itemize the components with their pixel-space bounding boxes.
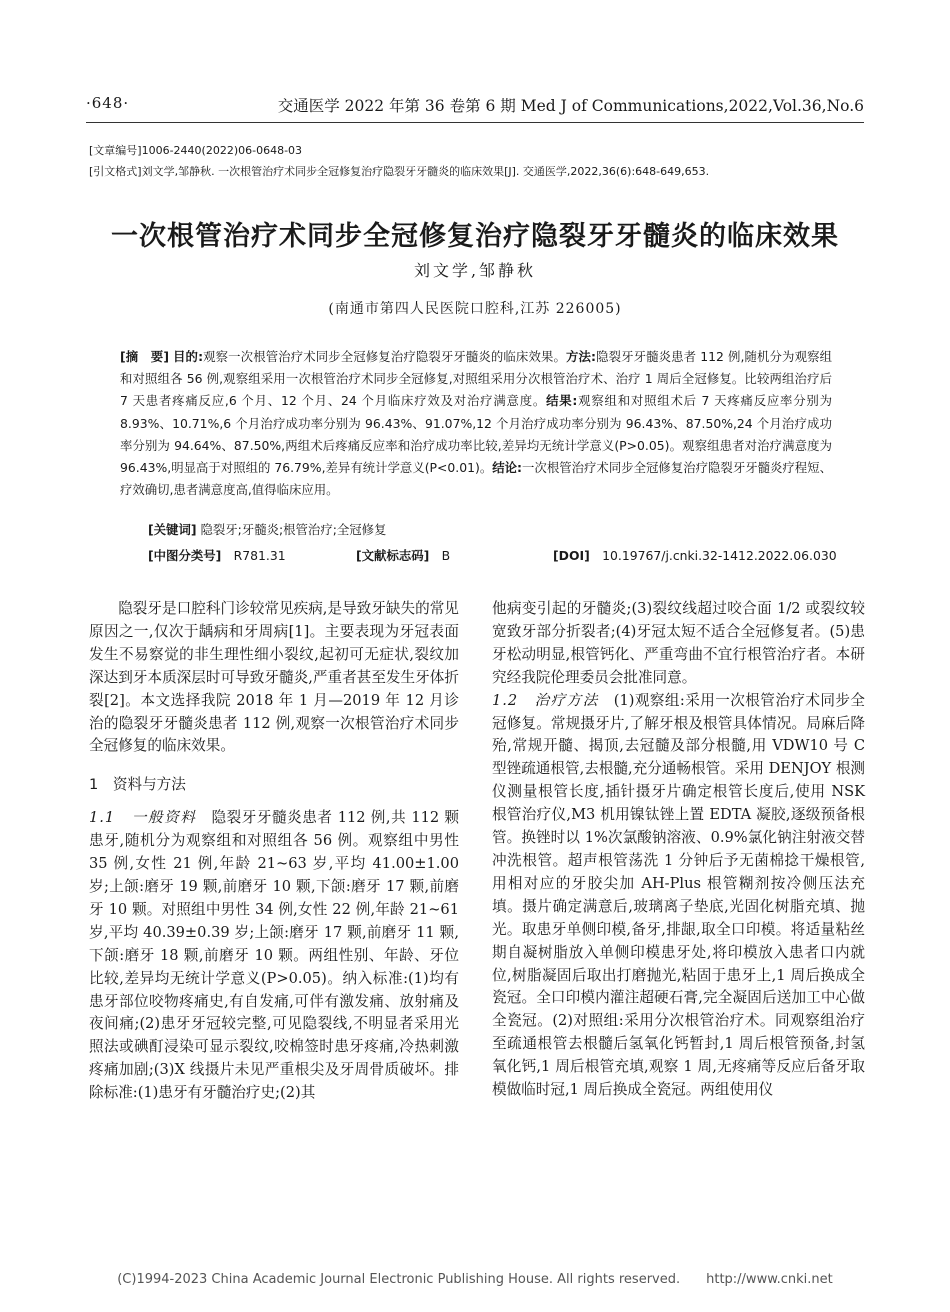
left-column bbox=[89, 598, 459, 1105]
keywords bbox=[148, 520, 386, 538]
paper-title: 一次根管治疗术同步全冠修复治疗隐裂牙牙髓炎的临床效果 bbox=[111, 221, 839, 252]
citation-format: [引文格式]刘文学,邹静秋. 一次根管治疗术同步全冠修复治疗隐裂牙牙髓炎的临床效果[J]. 交通医学,2022,36(6):648-649,653. bbox=[89, 165, 710, 178]
objective-text: 观察一次根管治疗术同步全冠修复治疗隐裂牙牙髓炎的临床效果。 bbox=[203, 349, 566, 364]
methods-label: 方法: bbox=[565, 349, 596, 364]
journal-header: 交通医学 2022 年第 36 卷第 6 期 Med J of Communications,2022,Vol.36,No.6 bbox=[277, 97, 864, 115]
clc-block bbox=[148, 546, 286, 564]
affiliation: (南通市第四人民医院口腔科,江苏 226005) bbox=[328, 301, 622, 317]
exclusion-continued: 他病变引起的牙髓炎;(3)裂纹线超过咬合面 1/2 或裂纹较宽致牙部分折裂者;(4)牙冠太短不适合全冠修复者。(5)患牙松动明显,根管钙化、严重弯曲不宜行根管治疗者。本研究经我院伦理委员会批准同意。 bbox=[492, 600, 865, 686]
header-rule bbox=[86, 122, 864, 123]
section-1-1-text: 隐裂牙牙髓炎患者 112 例,共 112 颗患牙,随机分为观察组和对照组各 56 例。观察组中男性 35 例,女性 21 例,年龄 21~63 岁,平均 41.00±1.00 岁;上颌:磨牙 19 颗,前磨牙 10 颗,下颌:磨牙 17 颗,前磨牙 10 颗。对照组中男性 34 例,女性 22 例,年龄 21~61 岁,平均 40.39±0.39 岁;上颌:磨牙 17 颗,前磨牙 11 颗,下颌:磨牙 18 颗,前磨牙 10 颗。两组性别、年龄、牙位比较,差异均无统计学意义(P>0.05)。纳入标准:(1)均有患牙部位咬物疼痛史,有自发痛,可伴有激发痛、放射痛及夜间痛;(2)患牙牙冠较完整,可见隐裂线,不明显者采用光照法或碘酊浸染可显示裂纹,咬棉签时患牙疼痛,冷热刺激疼痛加剧;(3)X 线摄片未见严重根尖及牙周骨质破坏。排除标准:(1)患牙有牙髓治疗史;(2)其 bbox=[89, 809, 459, 1102]
doc-code-block bbox=[356, 546, 450, 564]
results-label: 结果: bbox=[546, 393, 578, 409]
abstract-label: [摘 要] bbox=[120, 349, 169, 364]
doi-block bbox=[553, 546, 837, 564]
conclusion-text: 一次根管治疗术同步全冠修复治疗隐裂牙牙髓炎疗程短、疗效确切,患者满意度高,值得临床应用。 bbox=[120, 460, 833, 498]
right-column bbox=[492, 598, 865, 1102]
section-1-2-heading: 1.2 治疗方法 bbox=[492, 691, 599, 709]
keywords-value: 隐裂牙;牙髓炎;根管治疗;全冠修复 bbox=[200, 522, 387, 537]
section-1-2-text: (1)观察组:采用一次根管治疗术同步全冠修复。常规摄牙片,了解牙根及根管具体情况。局麻后降殆,常规开髓、揭顶,去冠髓及部分根髓,用 VDW10 号 C 型锉疏通根管,去根髓,充分通畅根管。采用 DENJOY 根测仪测量根管长度,插针摄牙片确定根管长度后,使用 NSK 根管治疗仪,M3 机用镍钛锉上置 EDTA 凝胶,逐级预备根管。换锉时以 1%次氯酸钠溶液、0.9%氯化钠注射液交替冲洗根管。超声根管荡洗 1 分钟后予无菌棉捻干燥根管,用相对应的牙胶尖加 AH-Plus 根管糊剂按冷侧压法充填。摄片确定满意后,玻璃离子垫底,光固化树脂充填、抛光。取患牙单侧印模,备牙,排龈,取全口印模。将适量粘丝期自凝树脂放入单侧印模患牙处,将印模放入患者口内就位,树脂凝固后取出打磨抛光,粘固于患牙上,1 周后换成全瓷冠。全口印模内灌注超硬石膏,完全凝固后送加工中心做全瓷冠。(2)对照组:采用分次根管治疗术。同观察组治疗至疏通根管去根髓后氢氧化钙暂封,1 周后根管预备,封氢氧化钙,1 周后根管充填,观察 1 周,无疼痛等反应后备牙取模做临时冠,1 周后换成全瓷冠。两组使用仪 bbox=[492, 691, 866, 1099]
doc-code-value: B bbox=[441, 548, 451, 563]
objective-label: 目的: bbox=[173, 349, 204, 364]
clc-value: R781.31 bbox=[233, 548, 286, 563]
section-1-1-heading: 1.1 一般资料 bbox=[89, 809, 197, 827]
authors: 刘文学,邹静秋 bbox=[413, 261, 537, 280]
running-header bbox=[86, 94, 864, 124]
copyright-footer: (C)1994-2023 China Academic Journal Electronic Publishing House. All rights reserved. http://www.cnki.net bbox=[117, 1272, 833, 1287]
section-1-2 bbox=[492, 690, 865, 1102]
abstract bbox=[120, 346, 832, 501]
keywords-label: [关键词] bbox=[148, 522, 197, 537]
conclusion-label: 结论: bbox=[492, 460, 523, 476]
doi-value: 10.19767/j.cnki.32-1412.2022.06.030 bbox=[602, 548, 837, 563]
results-text: 观察组和对照组术后 7 天疼痛反应率分别为 8.93%、10.71%,6 个月治疗成功率分别为 96.43%、91.07%,12 个月治疗成功率分别为 96.43%、87.50%,24 个月治疗成功率分别为 94.64%、87.50%,两组术后疼痛反应率和治疗成功率比较,差异均无统计学意义(P>0.05)。观察组患者对治疗满意度为 96.43%,明显高于对照组的 76.79%,差异有统计学意义(P<0.01)。 bbox=[120, 393, 832, 476]
methods-text: 隐裂牙牙髓炎患者 112 例,随机分为观察组和对照组各 56 例,观察组采用一次根管治疗术同步全冠修复,对照组采用分次根管治疗术、治疗 1 周后全冠修复。比较两组治疗后 7 天患者疼痛反应,6 个月、12 个月、24 个月临床疗效及对治疗满意度。 bbox=[120, 349, 832, 409]
page-number: ·648· bbox=[86, 94, 130, 112]
article-number: [文章编号]1006-2440(2022)06-0648-03 bbox=[89, 144, 303, 157]
doc-code-label: [文献标志码] bbox=[356, 548, 430, 563]
section-1-1 bbox=[89, 807, 459, 1105]
intro-paragraph: 隐裂牙是口腔科门诊较常见疾病,是导致牙缺失的常见原因之一,仅次于龋病和牙周病[1]。主要表现为牙冠表面发生不易察觉的非生理性细小裂纹,起初可无症状,裂纹加深达到牙本质深层时可导致牙髓炎,严重者甚至发生牙体折裂[2]。本文选择我院 2018 年 1 月—2019 年 12 月诊治的隐裂牙牙髓炎患者 112 例,观察一次根管治疗术同步全冠修复的临床效果。 bbox=[89, 600, 459, 755]
section-heading-1: 1 资料与方法 bbox=[89, 776, 186, 794]
doi-label: [DOI] bbox=[553, 548, 590, 563]
clc-label: [中图分类号] bbox=[148, 548, 222, 563]
